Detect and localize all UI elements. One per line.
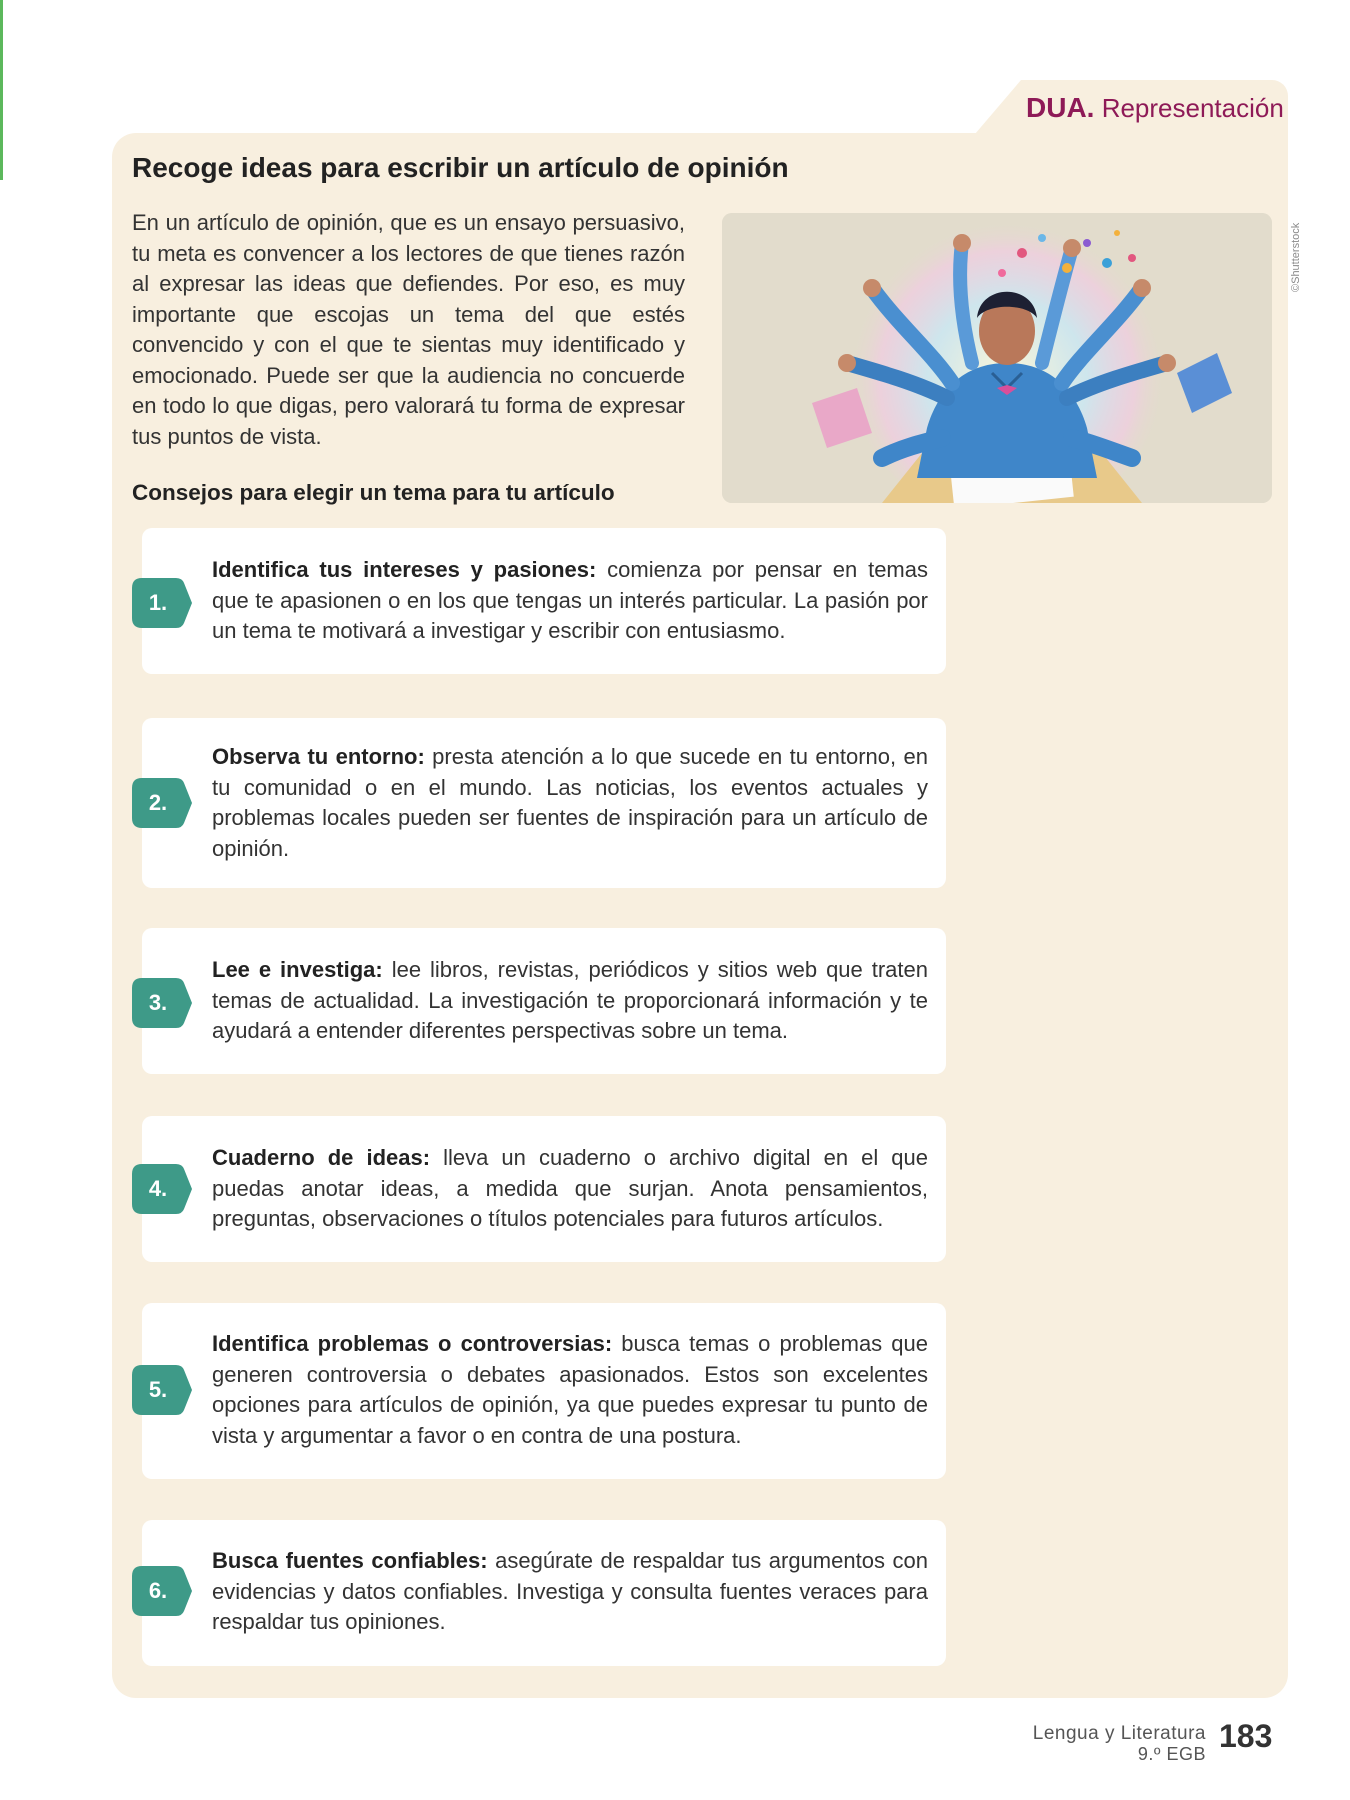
tip-badge-5 [132,1365,192,1415]
tips-subtitle: Consejos para elegir un tema para tu artículo [132,480,615,505]
footer-grade: 9.º EGB [1137,1744,1206,1764]
tip-text-5 [212,1329,928,1451]
intro-paragraph: En un artículo de opinión, que es un ensayo persuasivo, tu meta es convencer a los lectores de que tienes razón al expresar las ideas que defiendes. Por eso, es muy importante que escojas un tema del que estés convencido y con el que te sientas muy identificado y emocionado. Puede ser que la audiencia no concuerde en todo lo que digas, pero valorará tu forma de expresar tus puntos de vista. [132,210,685,449]
tip-card-1 [142,528,946,674]
tip-number-1: 1. [148,590,168,615]
tip-number-3: 3. [148,990,168,1015]
tip-badge-3 [132,978,192,1028]
tip-body-5: busca temas o problemas que generen controversia o debates apasionados. Estos son excelentes opciones para artículos de opinión, ya que puedes expresar tu punto de vista y argumentar a favor o en contra de una postura. [212,1331,928,1448]
tip-number-4: 4. [148,1176,168,1201]
tip-body-6: asegúrate de respaldar tus argumentos con evidencias y datos confiables. Investiga y consulta fuentes veraces para respaldar tus opiniones. [212,1548,928,1634]
tip-text-3 [212,955,928,1047]
tip-badge-2 [132,778,192,828]
tip-badge-4 [132,1164,192,1214]
tip-number-6: 6. [148,1578,168,1603]
tip-body-1: comienza por pensar en temas que te apasionen o en los que tengas un interés particular. La pasión por un tema te motivará a investigar y escribir con entusiasmo. [212,557,928,643]
tip-body-2: presta atención a lo que sucede en tu entorno, en tu comunidad o en el mundo. Las noticias, los eventos actuales y problemas locales pueden ser fuentes de inspiración para un artículo de opinión. [212,744,928,861]
tip-card-3 [142,928,946,1074]
tip-text-4 [212,1143,928,1235]
tip-card-6 [142,1520,946,1666]
page-number: 183 [1219,1718,1273,1754]
tip-heading-2: Observa tu entorno: [212,744,425,769]
footer-subject: Lengua y Literatura [1032,1723,1206,1744]
tip-number-5: 5. [148,1377,168,1402]
tip-heading-1: Identifica tus intereses y pasiones: [212,557,597,582]
student-illustration [722,213,1272,503]
edge-accent-bar [0,0,3,180]
tip-card-2 [142,718,946,888]
tip-heading-6: Busca fuentes confiables: [212,1548,488,1573]
tip-card-5 [142,1303,946,1479]
dua-label [1026,92,1284,124]
tip-text-6 [212,1546,928,1638]
tip-heading-3: Lee e investiga: [212,957,383,982]
tip-body-4: lleva un cuaderno o archivo digital en el que puedas anotar ideas, a medida que surjan. Anota pensamientos, preguntas, observaciones o títulos potenciales para futuros artículos. [212,1145,929,1231]
dua-key: DUA. [1026,92,1095,123]
tip-heading-5: Identifica problemas o controversias: [212,1331,613,1356]
dua-category: Representación [1101,93,1284,123]
tip-badge-1 [132,578,192,628]
tip-badge-6 [132,1566,192,1616]
tip-heading-4: Cuaderno de ideas: [212,1145,431,1170]
tip-text-1 [212,555,928,647]
tip-body-3: lee libros, revistas, periódicos y sitios web que traten temas de actualidad. La investigación te proporcionará información y te ayudará a entender diferentes perspectivas sobre un tema. [212,957,928,1043]
tip-text-2 [212,742,928,864]
illustration-image [722,213,1272,503]
tip-number-2: 2. [148,790,168,815]
image-credit: ©Shutterstock [1290,222,1302,292]
page-title: Recoge ideas para escribir un artículo de opinión [132,152,789,183]
tip-card-4 [142,1116,946,1262]
